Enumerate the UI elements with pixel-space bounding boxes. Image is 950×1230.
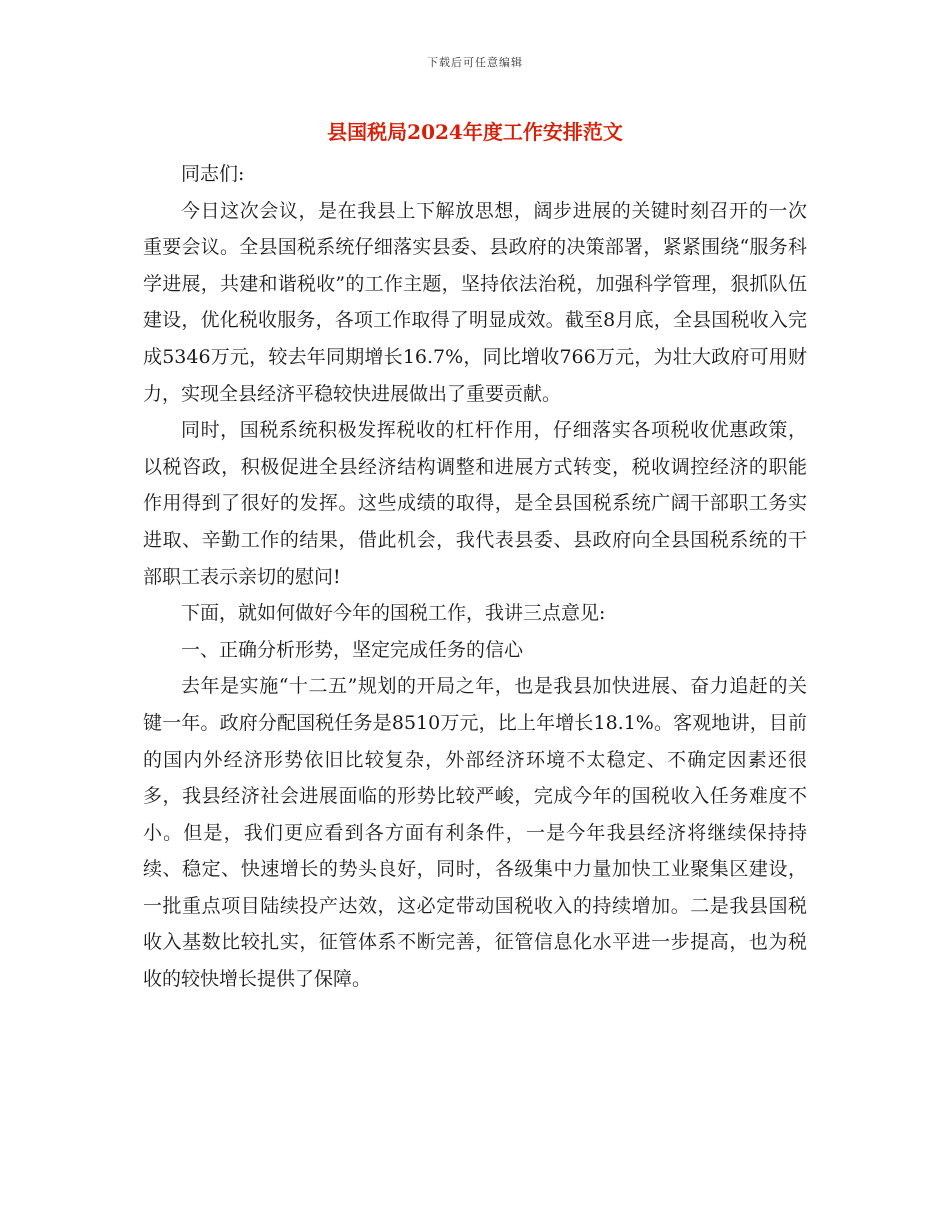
salutation-paragraph: 同志们:	[181, 163, 245, 185]
body-paragraph: 同时，国税系统积极发挥税收的杠杆作用，仔细落实各项税收优惠政策，以税咨政，积极促进全县经济结构调整和进展方式转变，税收调控经济的职能作用得到了很好的发挥。这些成绩的取得，是全县国税系统广阔干部职工务实进取、辛勤工作的结果，借此机会，我代表县委、县政府向全县国税系统的干部职工表示亲切的慰问!	[143, 419, 807, 588]
section-heading: 一、正确分析形势，坚定完成任务的信心	[181, 638, 524, 661]
document-title: 县国税局2024年度工作安排范文	[327, 120, 623, 144]
body-paragraph: 下面，就如何做好今年的国税工作，我讲三点意见:	[181, 602, 606, 625]
document-body	[143, 156, 807, 998]
body-paragraph: 去年是实施“十二五”规划的开局之年，也是我县加快进展、奋力追赶的关键一年。政府分配国税任务是8510万元，比上年增长18.1%。客观地讲，目前的国内外经济形势依旧比较复杂，外部经济环境不太稳定、不确定因素还很多，我县经济社会进展面临的形势比较严峻，完成今年的国税收入任务难度不小。但是，我们更应看到各方面有利条件，一是今年我县经济将继续保持持续、稳定、快速增长的势头良好，同时，各级集中力量加快工业聚集区建设，一批重点项目陆续投产达效，这必定带动国税收入的持续增加。二是我县国税收入基数比较扎实，征管体系不断完善，征管信息化水平进一步提高，也为税收的较快增长提供了保障。	[143, 675, 807, 991]
body-paragraph: 今日这次会议，是在我县上下解放思想，阔步进展的关键时刻召开的一次重要会议。全县国税系统仔细落实县委、县政府的决策部署，紧紧围绕“服务科学进展，共建和谐税收”的工作主题，坚持依法治税，加强科学管理，狠抓队伍建设，优化税收服务，各项工作取得了明显成效。截至8月底，全县国税收入完成5346万元，较去年同期增长16.7%，同比增收766万元，为壮大政府可用财力，实现全县经济平稳较快进展做出了重要贡献。	[143, 199, 807, 405]
page-header-note: 下载后可任意编辑	[427, 56, 523, 69]
